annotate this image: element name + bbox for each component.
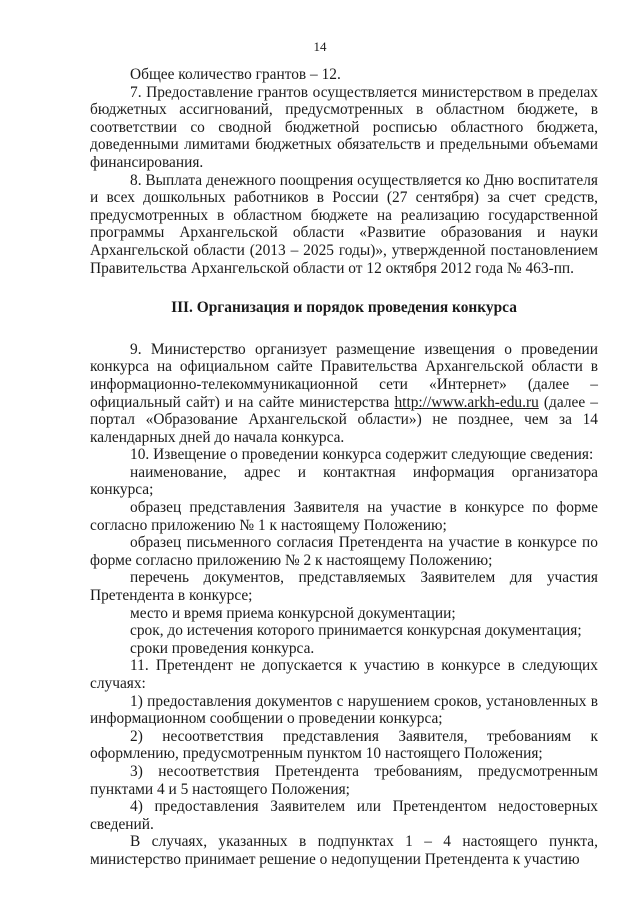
subitem-2: 2) несоответствия представления Заявителя, требованиям к оформлению, предусмотренным пунктом 10 настоящего Положения; bbox=[90, 727, 598, 763]
section-heading: III. Организация и порядок проведения конкурса bbox=[171, 299, 517, 317]
paragraph-7: 7. Предоставление грантов осуществляется министерством в пределах бюджетных ассигнований, предусмотренных в областном бюджете, в соответствии со сводной бюджетной росписью областного бюджета, доведенными лимитами бюджетных обязательств и предельными объемами финансирования. bbox=[90, 83, 598, 171]
page-number: 14 bbox=[313, 39, 327, 54]
list-item-contest-dates: сроки проведения конкурса. bbox=[130, 639, 315, 657]
list-item-organizer: наименование, адрес и контактная информация организатора конкурса; bbox=[90, 463, 598, 499]
list-item-documents: перечень документов, представляемых Заявителем для участия Претендента в конкурсе; bbox=[90, 569, 598, 605]
subitem-1: 1) предоставления документов с нарушением сроков, установленных в информационном сообщении о проведении конкурса; bbox=[90, 692, 598, 728]
paragraph-9 bbox=[90, 341, 598, 447]
ministry-site-link[interactable]: http://www.arkh-edu.ru bbox=[394, 393, 539, 411]
paragraph-grant-count: Общее количество грантов – 12. bbox=[130, 66, 341, 83]
paragraph-8: 8. Выплата денежного поощрения осуществляется ко Дню воспитателя и всех дошкольных работников в России (27 сентября) за счет средств, предусмотренных в областном бюджете на реализацию государственной программы Архангельской области «Развитие образования и науки Архангельской области (2013 – 2025 годы)», утвержденной постановлением Правительства Архангельской области от 12 октября 2012 года № 463-пп. bbox=[90, 171, 598, 277]
paragraph-9-text-b: (далее – портал «Образование Архангельской области») не позднее, чем за 14 календарных дней до начала конкурса. bbox=[90, 393, 599, 446]
subitem-4: 4) предоставления Заявителем или Претендентом недостоверных сведений. bbox=[90, 798, 598, 833]
list-item-consent-form: образец письменного согласия Претендента на участие в конкурсе по форме согласно приложению № 2 к настоящему Положению; bbox=[90, 534, 598, 569]
subitem-3: 3) несоответствия Претендента требованиям, предусмотренным пунктами 4 и 5 настоящего Положения; bbox=[90, 762, 598, 798]
paragraph-9-text-a: 9. Министерство организует размещение извещения о проведении конкурса на официальном сайте Правительства Архангельской области в информационно-телекоммуникационной сети «Интернет» (далее – официальный сайт) и на сайте министерства bbox=[90, 340, 598, 411]
paragraph-11-conclusion: В случаях, указанных в подпунктах 1 – 4 настоящего пункта, министерство принимает решение о недопущении Претендента к участию bbox=[90, 833, 598, 868]
list-item-place-time: место и время приема конкурсной документации; bbox=[130, 604, 456, 622]
list-item-application-form: образец представления Заявителя на участие в конкурсе по форме согласно приложению № 1 к настоящему Положению; bbox=[90, 499, 598, 534]
paragraph-10: 10. Извещение о проведении конкурса содержит следующие сведения: bbox=[130, 446, 594, 464]
paragraph-11: 11. Претендент не допускается к участию в конкурсе в следующих случаях: bbox=[90, 657, 598, 692]
document-body bbox=[90, 66, 598, 869]
list-item-deadline: срок, до истечения которого принимается конкурсная документация; bbox=[130, 622, 582, 640]
